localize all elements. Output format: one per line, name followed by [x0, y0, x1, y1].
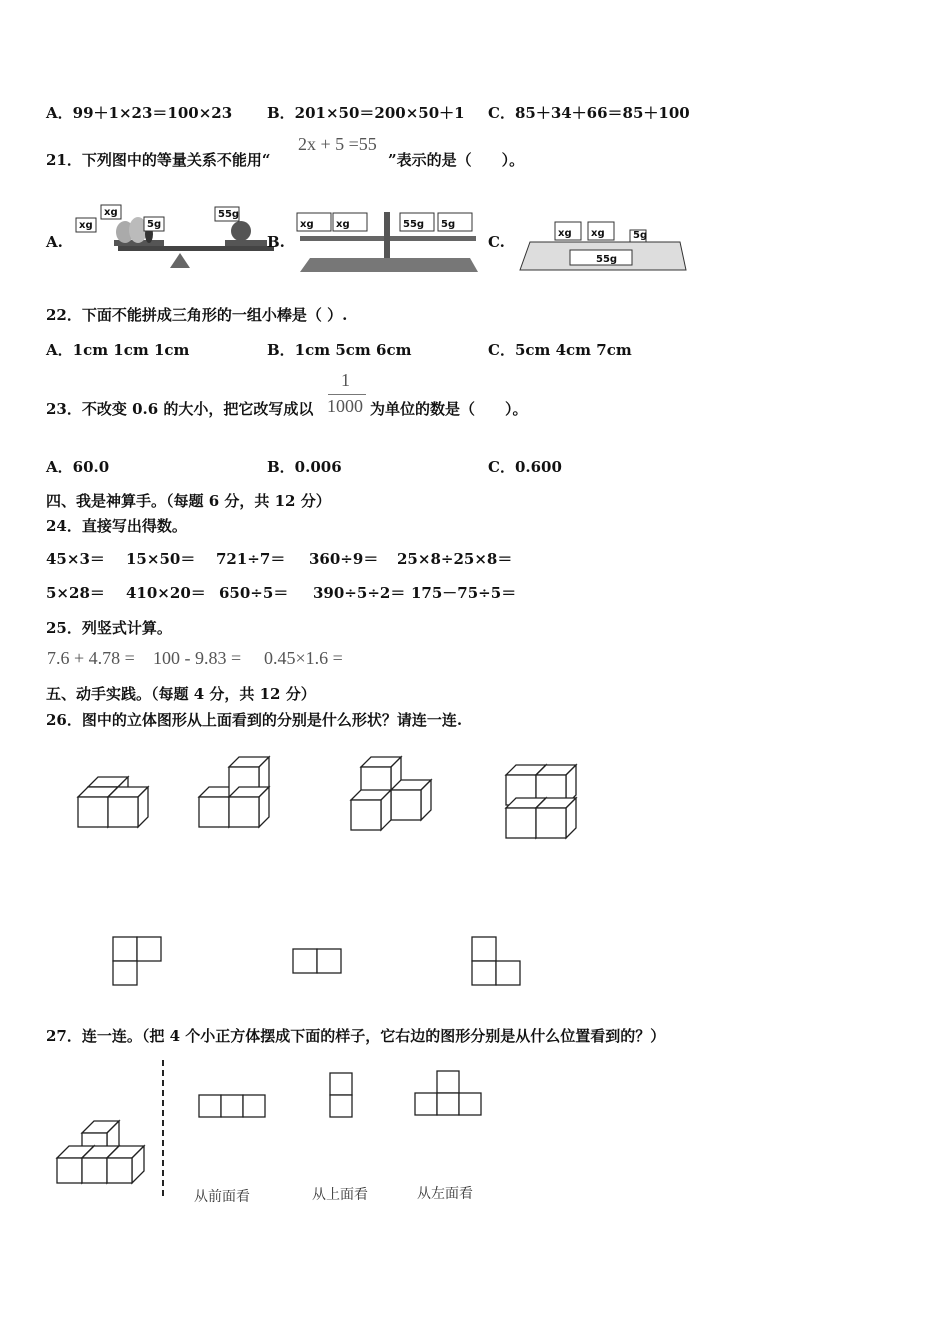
- weight-label: xg: [79, 220, 93, 231]
- view-square: [137, 937, 161, 961]
- q23-stem-b: 为单位的数是（ ）。: [370, 400, 528, 418]
- q24-stem: 24．直接写出得数。: [46, 517, 187, 535]
- q21-label-b: B.: [267, 233, 285, 251]
- right-pan: [225, 240, 267, 246]
- cube-front: [78, 797, 108, 827]
- weight-label: 5g: [441, 219, 456, 230]
- caption-top-view: 从上面看: [312, 1187, 368, 1203]
- calc-item: 410×20＝: [126, 584, 206, 602]
- weight-label: 5g: [147, 219, 162, 230]
- view-square: [437, 1093, 459, 1115]
- cube-front: [107, 1158, 132, 1183]
- calc-item: 45×3＝: [46, 550, 105, 568]
- view-square: [415, 1093, 437, 1115]
- calc-item: 360÷9＝: [309, 550, 379, 568]
- weight-label: xg: [336, 219, 350, 230]
- cube-front: [57, 1158, 82, 1183]
- caption-front-view: 从前面看: [194, 1189, 250, 1205]
- weight-label: 55g: [218, 209, 240, 220]
- view-square: [472, 961, 496, 985]
- view-square: [113, 937, 137, 961]
- view-square: [113, 961, 137, 985]
- calc-item: 15×50＝: [126, 550, 196, 568]
- q21-label-a: A.: [46, 233, 63, 251]
- apple: [231, 221, 251, 241]
- calc-item: 390÷5÷2＝: [313, 584, 406, 602]
- q21-stem-b: ”表示的是（ ）。: [388, 151, 525, 169]
- q23-option-a: A．60.0: [46, 458, 110, 476]
- q21-label-c: C.: [488, 233, 505, 251]
- q23-stem-a: 23．不改变 0.6 的大小，把它改写成以: [46, 400, 314, 418]
- seesaw-beam: [118, 246, 274, 251]
- balance-base: [300, 258, 478, 272]
- weight-label: 55g: [403, 219, 425, 230]
- q23-frac-den: 1000: [327, 396, 363, 416]
- view-square: [496, 961, 520, 985]
- q22-option-b: B．1cm 5cm 6cm: [267, 341, 412, 359]
- display-reading: 55g: [596, 254, 618, 265]
- q27-stem: 27．连一连。（把 4 个小正方体摆成下面的样子，它右边的图形分别是从什么位置看到的？）: [46, 1027, 666, 1045]
- calc-item: 650÷5＝: [219, 584, 289, 602]
- weight-label: xg: [104, 207, 118, 218]
- view-square: [243, 1095, 265, 1117]
- q22-option-a: A．1cm 1cm 1cm: [46, 341, 190, 359]
- cube-front: [351, 800, 381, 830]
- q20-option-c: C．85＋34＋66＝85＋100: [488, 104, 690, 122]
- section-4-title: 四、我是神算手。（每题 6 分，共 12 分）: [46, 492, 331, 510]
- q23-frac-num: 1: [341, 370, 350, 390]
- q21-stem-a: 21．下列图中的等量关系不能用“: [46, 151, 271, 169]
- view-square: [437, 1071, 459, 1093]
- cube-front: [506, 808, 536, 838]
- calc-item: 175－75÷5＝: [411, 584, 517, 602]
- q21-formula: 2x + 5 =55: [298, 134, 377, 154]
- q20-option-a: A．99＋1×23＝100×23: [46, 104, 233, 122]
- calc-item: 721÷7＝: [216, 550, 286, 568]
- q26-stem: 26．图中的立体图形从上面看到的分别是什么形状？请连一连.: [46, 711, 463, 729]
- seesaw-pivot: [170, 253, 190, 268]
- q22-stem: 22．下面不能拼成三角形的一组小棒是（ ）.: [46, 306, 348, 324]
- q23-option-b: B．0.006: [267, 458, 342, 476]
- q20-option-b: B．201×50＝200×50＋1: [267, 104, 465, 122]
- view-square: [330, 1073, 352, 1095]
- cube-front: [82, 1158, 107, 1183]
- balance-pillar: [384, 212, 390, 258]
- view-square: [199, 1095, 221, 1117]
- calc-item: 5×28＝: [46, 584, 105, 602]
- vertical-calc-item: 100 - 9.83 =: [153, 648, 242, 668]
- weight-label: xg: [558, 228, 572, 239]
- weight-label: xg: [591, 228, 605, 239]
- view-square: [330, 1095, 352, 1117]
- view-square: [293, 949, 317, 973]
- fraction-bar: [328, 394, 366, 395]
- cube-front: [108, 797, 138, 827]
- weight-label: xg: [300, 219, 314, 230]
- caption-left-view: 从左面看: [417, 1186, 473, 1202]
- view-square: [459, 1093, 481, 1115]
- cube-front: [391, 790, 421, 820]
- calc-item: 25×8÷25×8＝: [397, 550, 513, 568]
- cube-front: [536, 808, 566, 838]
- q22-option-c: C．5cm 4cm 7cm: [488, 341, 632, 359]
- q23-option-c: C．0.600: [488, 458, 562, 476]
- vertical-calc-item: 0.45×1.6 =: [264, 648, 343, 668]
- weight-label: 5g: [633, 230, 648, 241]
- q25-stem: 25．列竖式计算。: [46, 619, 172, 637]
- cube-front: [199, 797, 229, 827]
- view-square: [221, 1095, 243, 1117]
- cube-front: [229, 797, 259, 827]
- vertical-calc-item: 7.6 + 4.78 =: [47, 648, 135, 668]
- section-5-title: 五、动手实践。（每题 4 分，共 12 分）: [46, 685, 316, 703]
- view-square: [472, 937, 496, 961]
- view-square: [317, 949, 341, 973]
